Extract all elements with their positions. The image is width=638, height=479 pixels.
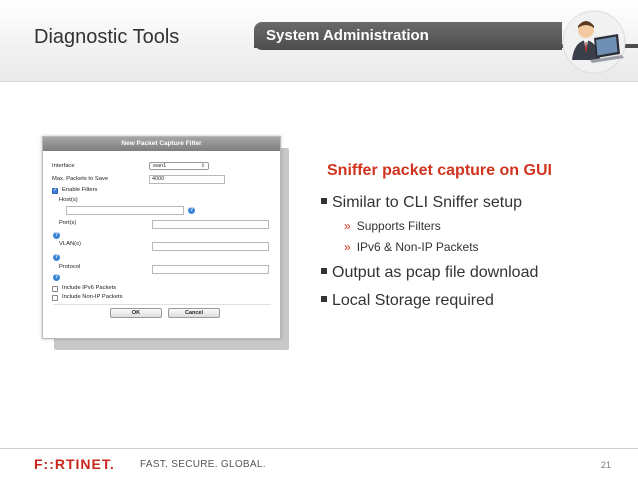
protocol-label: Protocol xyxy=(59,264,81,270)
content-heading: Sniffer packet capture on GUI xyxy=(327,162,552,179)
ports-field[interactable] xyxy=(152,220,269,229)
bullet-square-icon xyxy=(321,268,327,274)
sub-bullet-marker: » xyxy=(344,219,351,233)
sub-bullet-item xyxy=(344,219,441,233)
hosts-help-icon[interactable]: ? xyxy=(189,207,194,213)
ports-label: Port(s) xyxy=(59,220,77,226)
cancel-button[interactable]: Cancel xyxy=(168,308,220,318)
vlans-label: VLAN(s) xyxy=(59,241,81,247)
vlans-help-icon[interactable]: ? xyxy=(54,254,59,260)
interface-label: Interface xyxy=(52,163,75,169)
bullet-item xyxy=(321,264,538,282)
page-title: Diagnostic Tools xyxy=(34,26,180,48)
protocol-help-icon[interactable]: ? xyxy=(54,274,59,280)
bullet-square-icon xyxy=(321,296,327,302)
protocol-field[interactable] xyxy=(152,265,269,274)
sub-bullet-item xyxy=(344,240,479,254)
bullet-item xyxy=(321,194,522,212)
enable-filters-checkbox[interactable] xyxy=(52,188,58,194)
max-packets-field[interactable]: 4000 xyxy=(149,175,225,184)
bullet-square-icon xyxy=(321,198,327,204)
max-packets-label: Max. Packets to Save xyxy=(52,176,109,182)
bullet-text: Output as pcap file download xyxy=(332,264,539,281)
dialog-divider xyxy=(53,304,271,305)
enable-filters-label: Enable Filters xyxy=(62,187,98,193)
ports-help-icon[interactable]: ? xyxy=(54,232,59,238)
admin-at-laptop-icon xyxy=(560,8,630,78)
include-nonip-checkbox[interactable] xyxy=(52,295,58,301)
hosts-field[interactable] xyxy=(66,206,184,215)
include-nonip-label: Include Non-IP Packets xyxy=(62,294,123,300)
packet-capture-dialog-screenshot xyxy=(42,136,281,339)
hosts-label: Host(s) xyxy=(59,197,78,203)
interface-value: wan1 xyxy=(153,163,167,169)
sub-bullet-text: Supports Filters xyxy=(356,219,441,233)
bullet-text: Local Storage required xyxy=(332,292,494,309)
page-number: 21 xyxy=(601,460,612,470)
include-ipv6-label: Include IPv6 Packets xyxy=(62,285,117,291)
section-tab: System Administration xyxy=(254,22,562,50)
ok-button[interactable]: OK xyxy=(110,308,162,318)
include-ipv6-checkbox[interactable] xyxy=(52,286,58,292)
bullet-item xyxy=(321,292,494,310)
sub-bullet-marker: » xyxy=(344,240,351,254)
vlans-field[interactable] xyxy=(152,242,269,251)
fortinet-logo: F::RTINET. xyxy=(34,456,115,472)
bullet-text: Similar to CLI Sniffer setup xyxy=(332,194,523,211)
dialog-title: New Packet Capture Filter xyxy=(43,137,280,151)
sub-bullet-text: IPv6 & Non-IP Packets xyxy=(356,240,479,254)
interface-select[interactable] xyxy=(149,162,209,170)
select-arrows-icon: ⇕ xyxy=(200,163,205,169)
tagline: FAST. SECURE. GLOBAL. xyxy=(140,459,266,470)
